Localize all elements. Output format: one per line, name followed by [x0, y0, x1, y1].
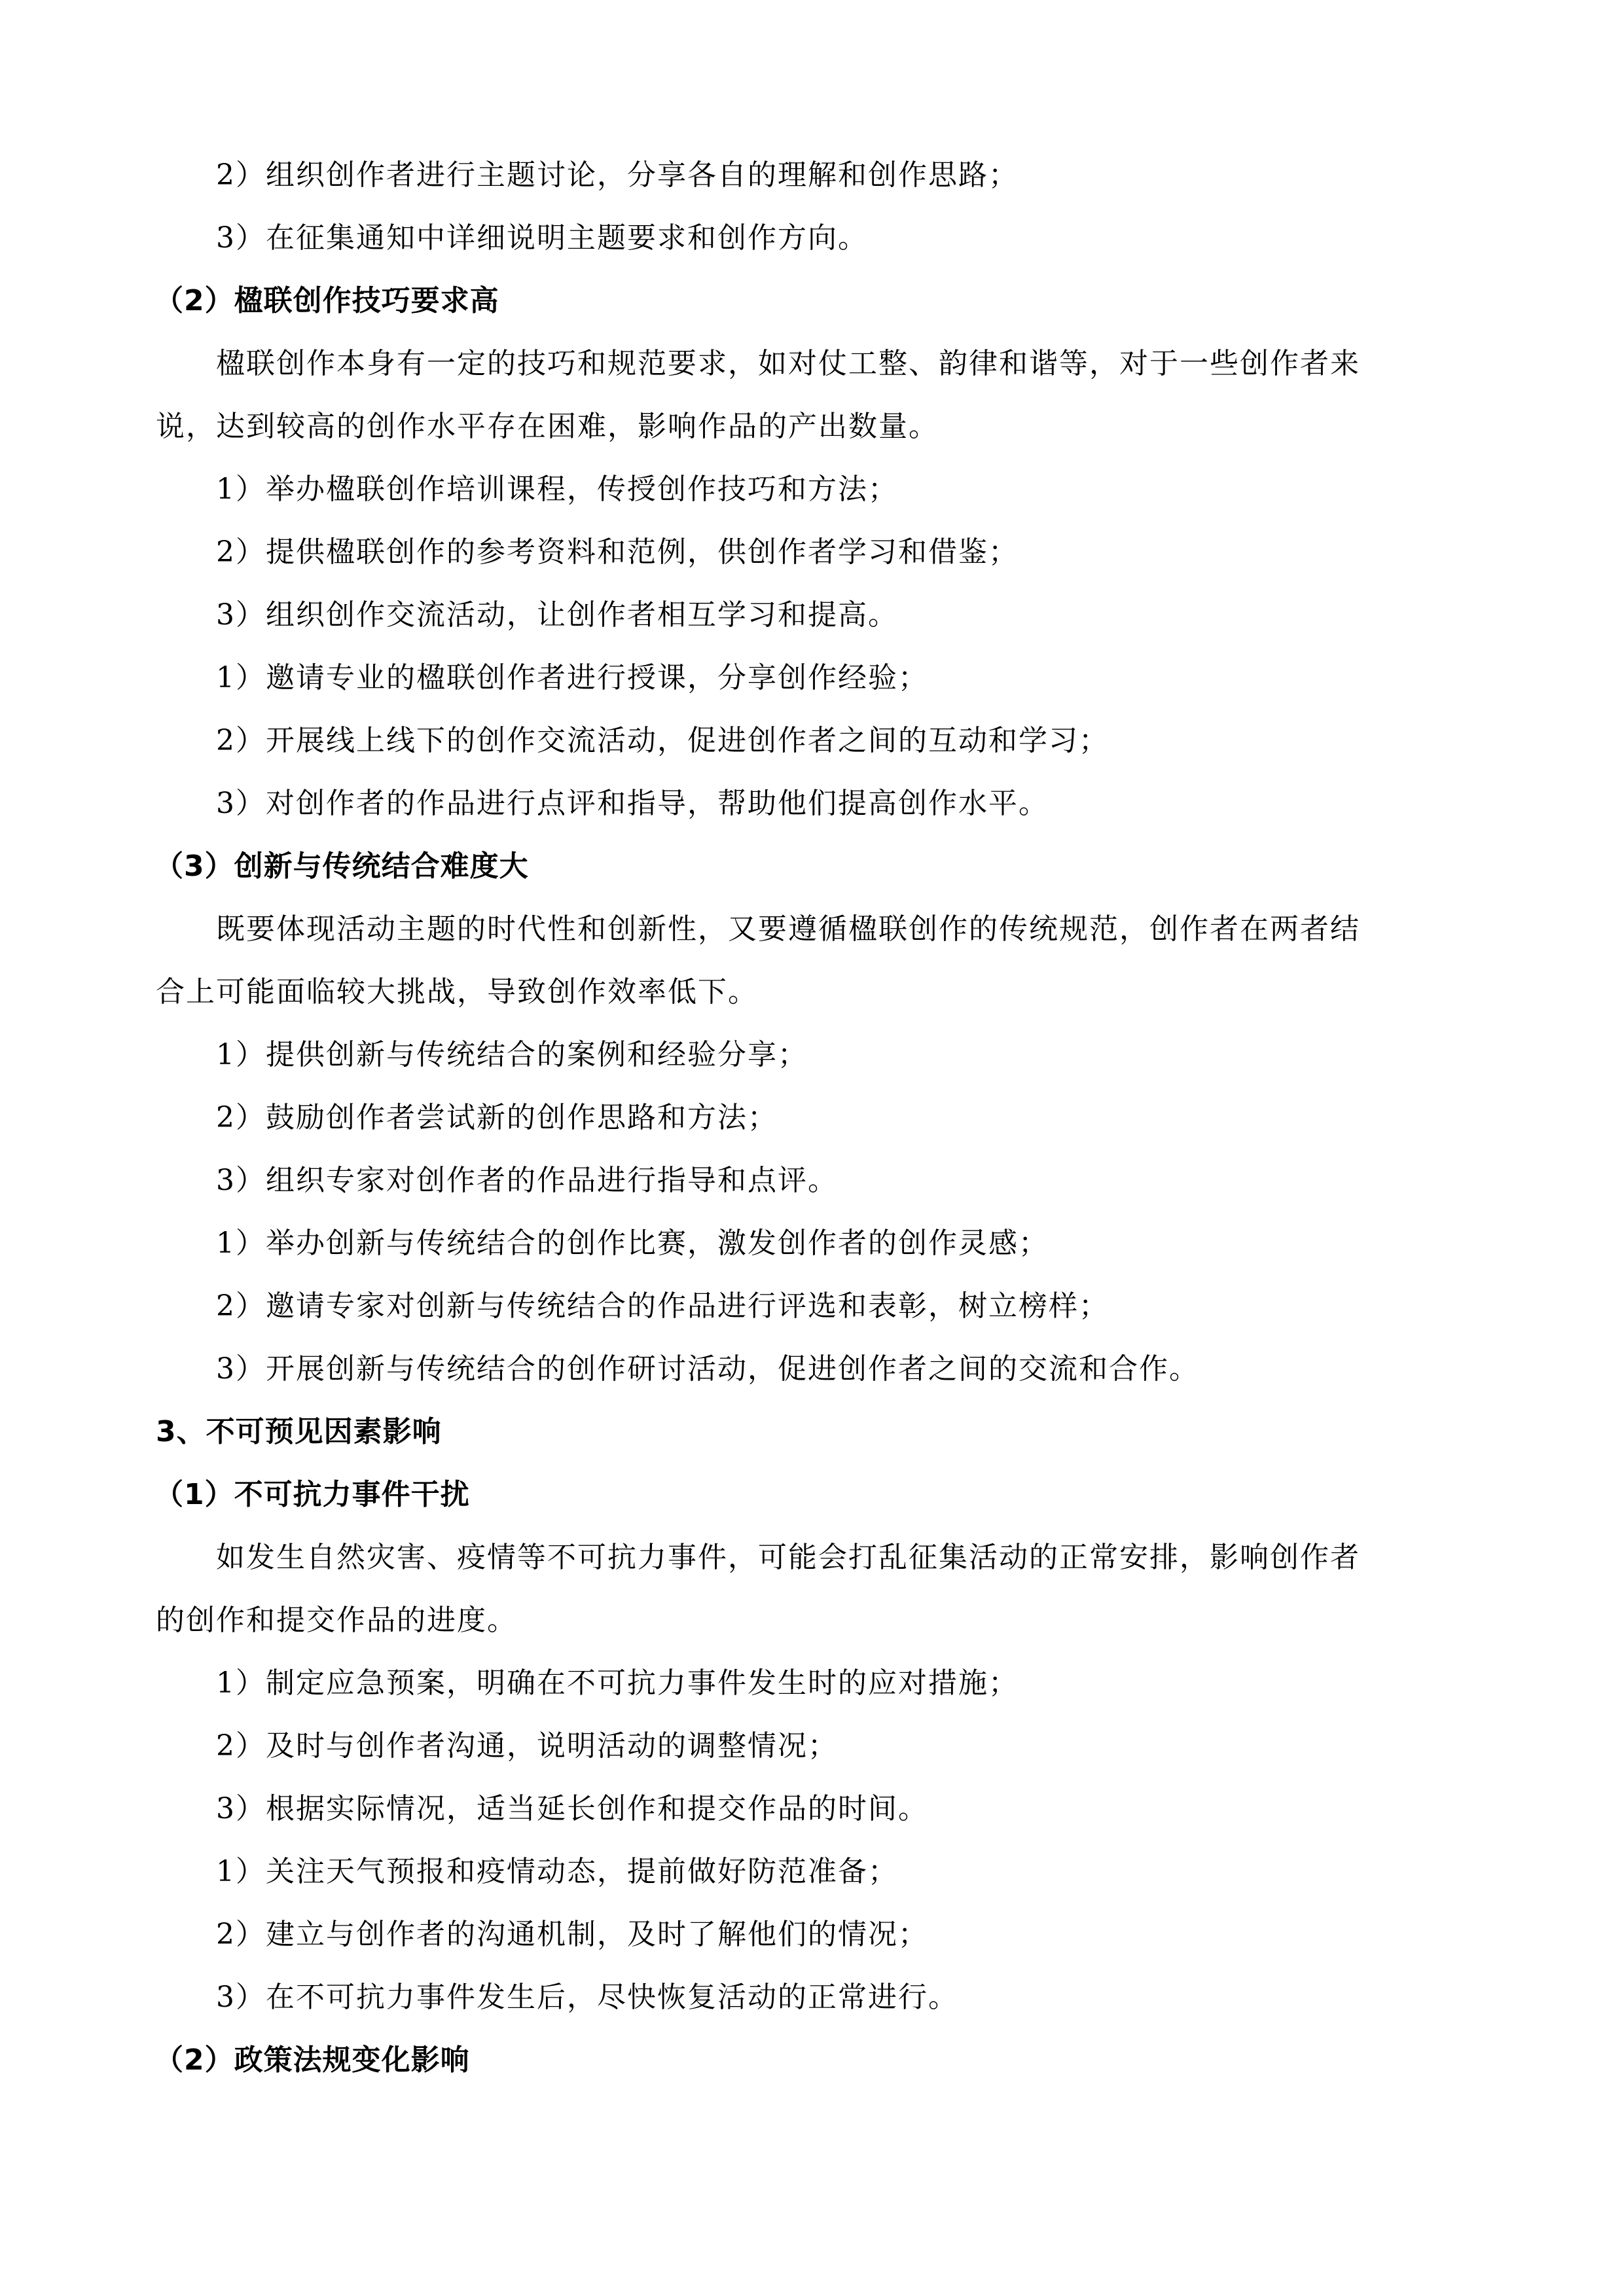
list-item: 1）关注天气预报和疫情动态，提前做好防范准备；: [216, 1855, 898, 1888]
paragraph-line: 的创作和提交作品的进度。: [156, 1604, 517, 1637]
section-heading: （2）政策法规变化影响: [154, 2043, 470, 2077]
list-item: 2）开展线上线下的创作交流活动，促进创作者之间的互动和学习；: [216, 724, 1109, 757]
chapter-heading: 3、不可预见因素影响: [156, 1415, 442, 1448]
list-item: 1）制定应急预案，明确在不可抗力事件发生时的应对措施；: [216, 1666, 1019, 1700]
list-item: 2）邀请专家对创新与传统结合的作品进行评选和表彰，树立榜样；: [216, 1289, 1109, 1323]
list-item: 1）提供创新与传统结合的案例和经验分享；: [216, 1038, 808, 1071]
list-item: 1）邀请专业的楹联创作者进行授课，分享创作经验；: [216, 661, 928, 694]
section-heading: （3）创新与传统结合难度大: [154, 850, 529, 883]
section-heading: （1）不可抗力事件干扰: [154, 1478, 470, 1511]
list-item: 2）建立与创作者的沟通机制，及时了解他们的情况；: [216, 1918, 928, 1951]
paragraph-line: 说，达到较高的创作水平存在困难，影响作品的产出数量。: [156, 410, 939, 443]
list-item: 2）提供楹联创作的参考资料和范例，供创作者学习和借鉴；: [216, 535, 1019, 569]
list-item: 3）组织专家对创作者的作品进行指导和点评。: [216, 1164, 838, 1197]
list-item: 1）举办楹联创作培训课程，传授创作技巧和方法；: [216, 473, 898, 506]
paragraph-line: 既要体现活动主题的时代性和创新性，又要遵循楹联创作的传统规范，创作者在两者结: [216, 912, 1360, 946]
paragraph-line: 楹联创作本身有一定的技巧和规范要求，如对仗工整、韵律和谐等，对于一些创作者来: [216, 347, 1360, 380]
paragraph-line: 如发生自然灾害、疫情等不可抗力事件，可能会打乱征集活动的正常安排，影响创作者: [216, 1541, 1360, 1574]
list-item: 3）组织创作交流活动，让创作者相互学习和提高。: [216, 598, 898, 632]
list-item: 1）举办创新与传统结合的创作比赛，激发创作者的创作灵感；: [216, 1227, 1049, 1260]
list-item: 2）组织创作者进行主题讨论，分享各自的理解和创作思路；: [216, 158, 1019, 192]
list-item: 3）根据实际情况，适当延长创作和提交作品的时间。: [216, 1792, 928, 1825]
list-item: 3）在不可抗力事件发生后，尽快恢复活动的正常进行。: [216, 1981, 958, 2014]
list-item: 3）对创作者的作品进行点评和指导，帮助他们提高创作水平。: [216, 787, 1049, 820]
list-item: 3）开展创新与传统结合的创作研讨活动，促进创作者之间的交流和合作。: [216, 1352, 1199, 1386]
list-item: 2）鼓励创作者尝试新的创作思路和方法；: [216, 1101, 778, 1134]
list-item: 3）在征集通知中详细说明主题要求和创作方向。: [216, 221, 868, 255]
section-heading: （2）楹联创作技巧要求高: [154, 284, 499, 317]
paragraph-line: 合上可能面临较大挑战，导致创作效率低下。: [156, 975, 758, 1009]
list-item: 2）及时与创作者沟通，说明活动的调整情况；: [216, 1729, 838, 1763]
